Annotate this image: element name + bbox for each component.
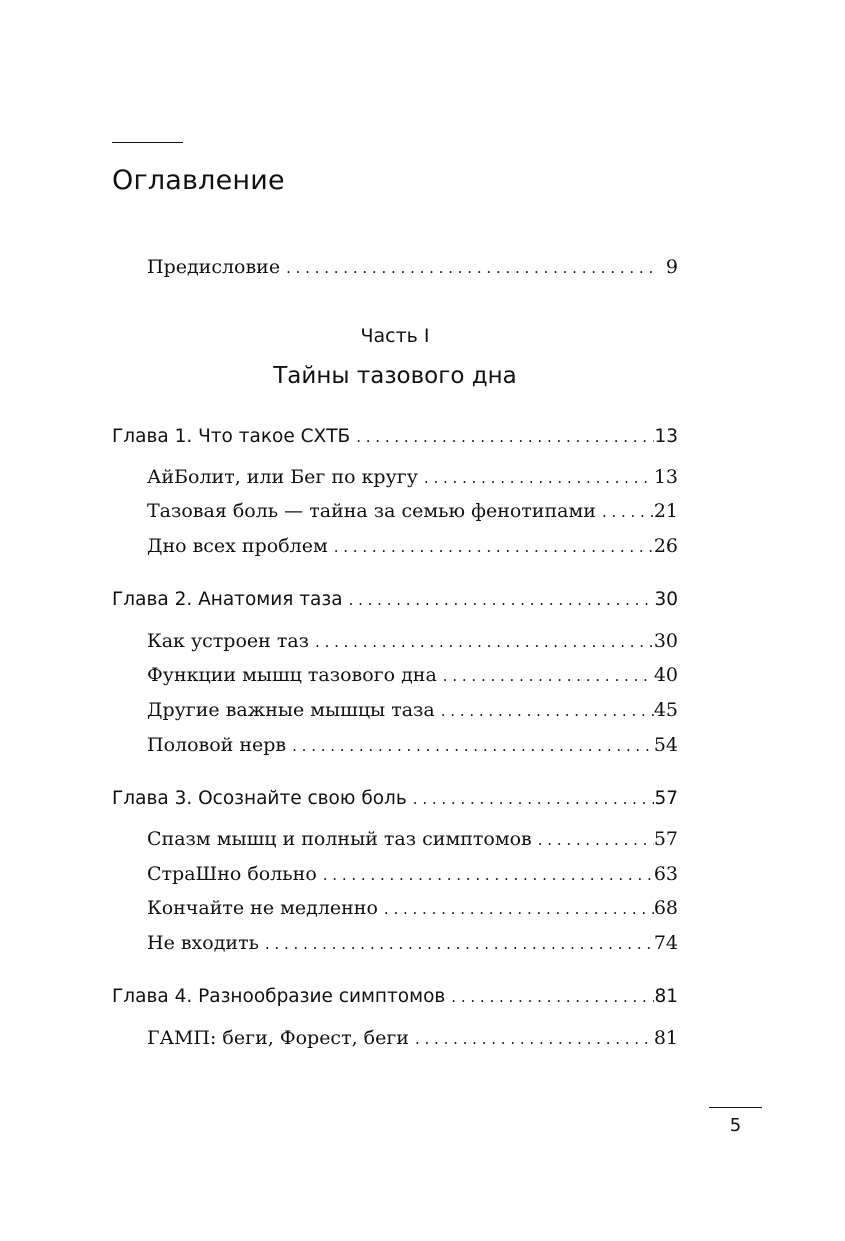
toc-page-number: 13: [654, 426, 678, 447]
dot-leader: [437, 660, 654, 691]
dot-leader: [378, 893, 654, 924]
dot-leader: [596, 496, 654, 527]
toc-page-number: 57: [654, 788, 678, 809]
part-label: Часть I: [360, 325, 430, 347]
toc-entry-label: Тазовая боль — тайна за семью фенотипами: [147, 500, 596, 522]
dot-leader: [407, 783, 654, 815]
toc-page-number: 45: [653, 699, 678, 721]
toc-entry[interactable]: [147, 858, 678, 890]
dot-leader: [286, 730, 654, 761]
toc-page-number: 13: [653, 466, 678, 488]
toc-page-number: 81: [654, 986, 678, 1007]
toc-page-number: 81: [653, 1027, 678, 1049]
toc-chapter-4[interactable]: [112, 981, 678, 1013]
toc-page-number: 26: [653, 535, 678, 557]
dot-leader: [418, 462, 654, 493]
dot-leader: [259, 928, 654, 959]
toc-entry-label: Как устроен таз: [147, 630, 310, 652]
toc-entry-label: СтраШно больно: [147, 863, 317, 885]
toc-entry[interactable]: [147, 461, 678, 493]
toc-page-number: 30: [654, 589, 678, 610]
toc-entry-label: Дно всех проблем: [147, 535, 328, 557]
dot-leader: [350, 421, 654, 453]
toc-chapter-label: Глава 4. Разнообразие симптомов: [112, 986, 446, 1007]
toc-chapter-2[interactable]: [112, 584, 678, 616]
toc-page-number: 63: [653, 863, 678, 885]
toc-entry-label: Кончайте не медленно: [147, 897, 378, 919]
toc-chapter-label: Глава 2. Анатомия таза: [112, 589, 343, 610]
toc-page-number: 57: [653, 828, 678, 850]
dot-leader: [317, 859, 654, 890]
toc-entry[interactable]: [147, 823, 678, 855]
toc-entry-label: Функции мышц тазового дна: [147, 664, 437, 686]
part-title: Тайны тазового дна: [273, 363, 517, 389]
dot-leader: [435, 695, 654, 726]
toc-entry[interactable]: [147, 495, 678, 527]
toc-entry[interactable]: [147, 892, 678, 924]
toc-entry-label: Другие важные мышцы таза: [147, 699, 435, 721]
toc-entry-label: АйБолит, или Бег по кругу: [147, 466, 418, 488]
toc-page-number: 68: [653, 897, 678, 919]
dot-leader: [445, 981, 654, 1013]
toc-entry[interactable]: [147, 1022, 678, 1054]
toc-chapter-3[interactable]: [112, 783, 678, 815]
toc-entry[interactable]: [147, 659, 678, 691]
toc-entry-label: Предисловие: [147, 256, 281, 278]
page-title: Оглавление: [112, 165, 285, 196]
toc-page-number: 74: [653, 932, 678, 954]
toc-entry-label: Спазм мышц и полный таз симптомов: [147, 828, 532, 850]
dot-leader: [280, 252, 654, 283]
footer-rule: [709, 1107, 762, 1108]
dot-leader: [409, 1023, 654, 1054]
toc-entry-label: Не входить: [147, 932, 259, 954]
toc-page-number: 30: [653, 630, 678, 652]
header-rule: [112, 142, 183, 143]
toc-page-number: 40: [653, 664, 678, 686]
toc-page-number: 54: [653, 734, 678, 756]
toc-chapter-label: Глава 3. Осознайте свою боль: [112, 788, 407, 809]
dot-leader: [343, 584, 654, 616]
toc-entry-preface[interactable]: [147, 251, 678, 283]
toc-entry[interactable]: [147, 694, 678, 726]
page-number: 5: [729, 1115, 742, 1136]
toc-page-number: 21: [653, 500, 678, 522]
toc-entry[interactable]: [147, 729, 678, 761]
toc-page-number: 9: [665, 256, 678, 278]
dot-leader: [328, 531, 654, 562]
toc-chapter-label: Глава 1. Что такое СХТБ: [112, 426, 351, 447]
toc-entry-label: Половой нерв: [147, 734, 287, 756]
dot-leader: [309, 626, 654, 657]
dot-leader: [532, 824, 654, 855]
toc-chapter-1[interactable]: [112, 421, 678, 453]
toc-entry[interactable]: [147, 530, 678, 562]
toc-entry[interactable]: [147, 927, 678, 959]
toc-entry[interactable]: [147, 625, 678, 657]
toc-entry-label: ГАМП: беги, Форест, беги: [147, 1027, 409, 1049]
